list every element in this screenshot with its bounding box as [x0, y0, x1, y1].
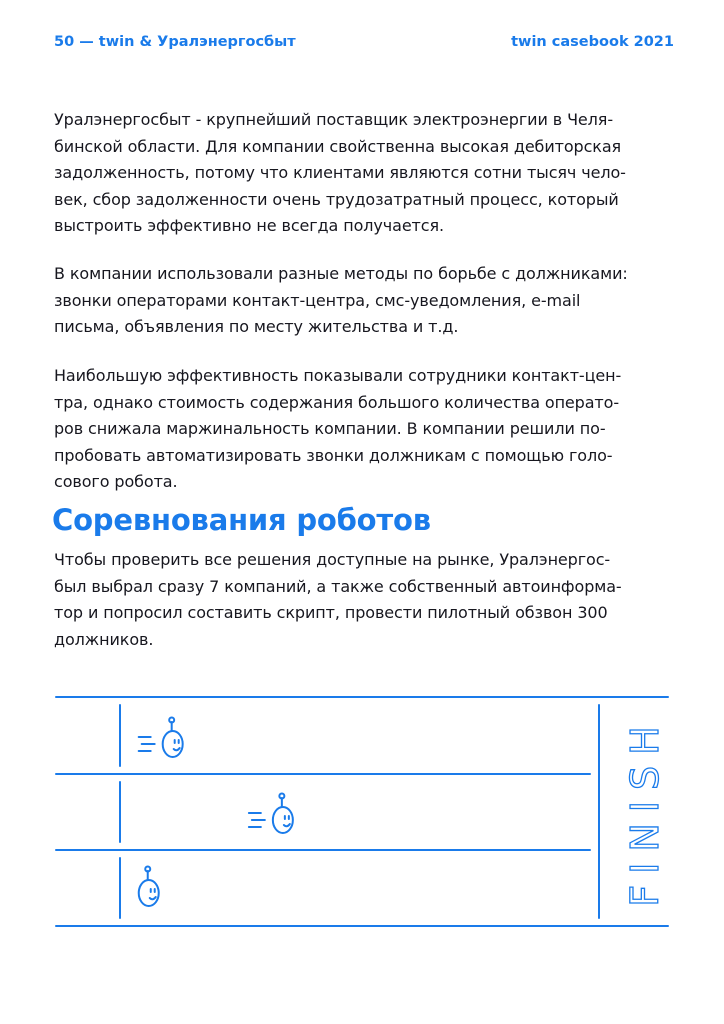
- text-line: пробовать автоматизировать звонки должникам с помощью голо-: [54, 445, 613, 465]
- robot-icon: [249, 794, 293, 834]
- text-line: век, сбор задолженности очень трудозатратный процесс, который: [54, 189, 619, 209]
- text-line: Наибольшую эффективность показывали сотрудники контакт-цен-: [54, 366, 622, 385]
- robot-race-illustration: [0, 680, 724, 940]
- robot-icon: [139, 867, 159, 907]
- text-line: был выбрал сразу 7 компаний, а также собственный автоинформа-: [54, 576, 622, 596]
- text-line: Чтобы проверить все решения доступные на рынке, Уралэнергос-: [54, 550, 611, 569]
- text-line: сового робота.: [54, 472, 178, 491]
- text-line: тор и попросил составить скрипт, провести пилотный обзвон 300: [54, 603, 608, 622]
- paragraph-methods: [54, 261, 674, 341]
- text-line: бинской области. Для компании свойственна высокая дебиторская: [54, 136, 622, 156]
- text-line: письма, объявления по месту жительства и т.д.: [54, 317, 459, 336]
- header-publication: twin casebook 2021: [511, 34, 674, 50]
- header-page-info: 50 — twin & Уралэнергосбыт: [54, 34, 296, 50]
- text-line: должников.: [54, 629, 154, 649]
- text-line: выстроить эффективно не всегда получается.: [54, 216, 444, 235]
- text-line: тра, однако стоимость содержания большого количества операто-: [54, 392, 620, 412]
- paragraph-efficiency: [54, 363, 674, 496]
- text-line: ров снижала маржинальность компании. В компании решили по-: [54, 419, 606, 438]
- text-line: В компании использовали разные методы по борьбе с должниками:: [54, 264, 628, 283]
- finish-label: FINISH: [623, 715, 667, 907]
- text-line: звонки операторами контакт-центра, смс-уведомления, e-mail: [54, 290, 581, 310]
- page-header: [54, 34, 674, 56]
- robot-icon: [139, 718, 183, 758]
- paragraph-company: [54, 107, 674, 240]
- text-line: задолженность, потому что клиентами являются сотни тысяч чело-: [54, 163, 626, 182]
- paragraph-competition: [54, 547, 674, 653]
- text-line: Уралэнергосбыт - крупнейший поставщик электроэнергии в Челя-: [54, 110, 614, 129]
- section-heading: Соревнования роботов: [52, 503, 431, 537]
